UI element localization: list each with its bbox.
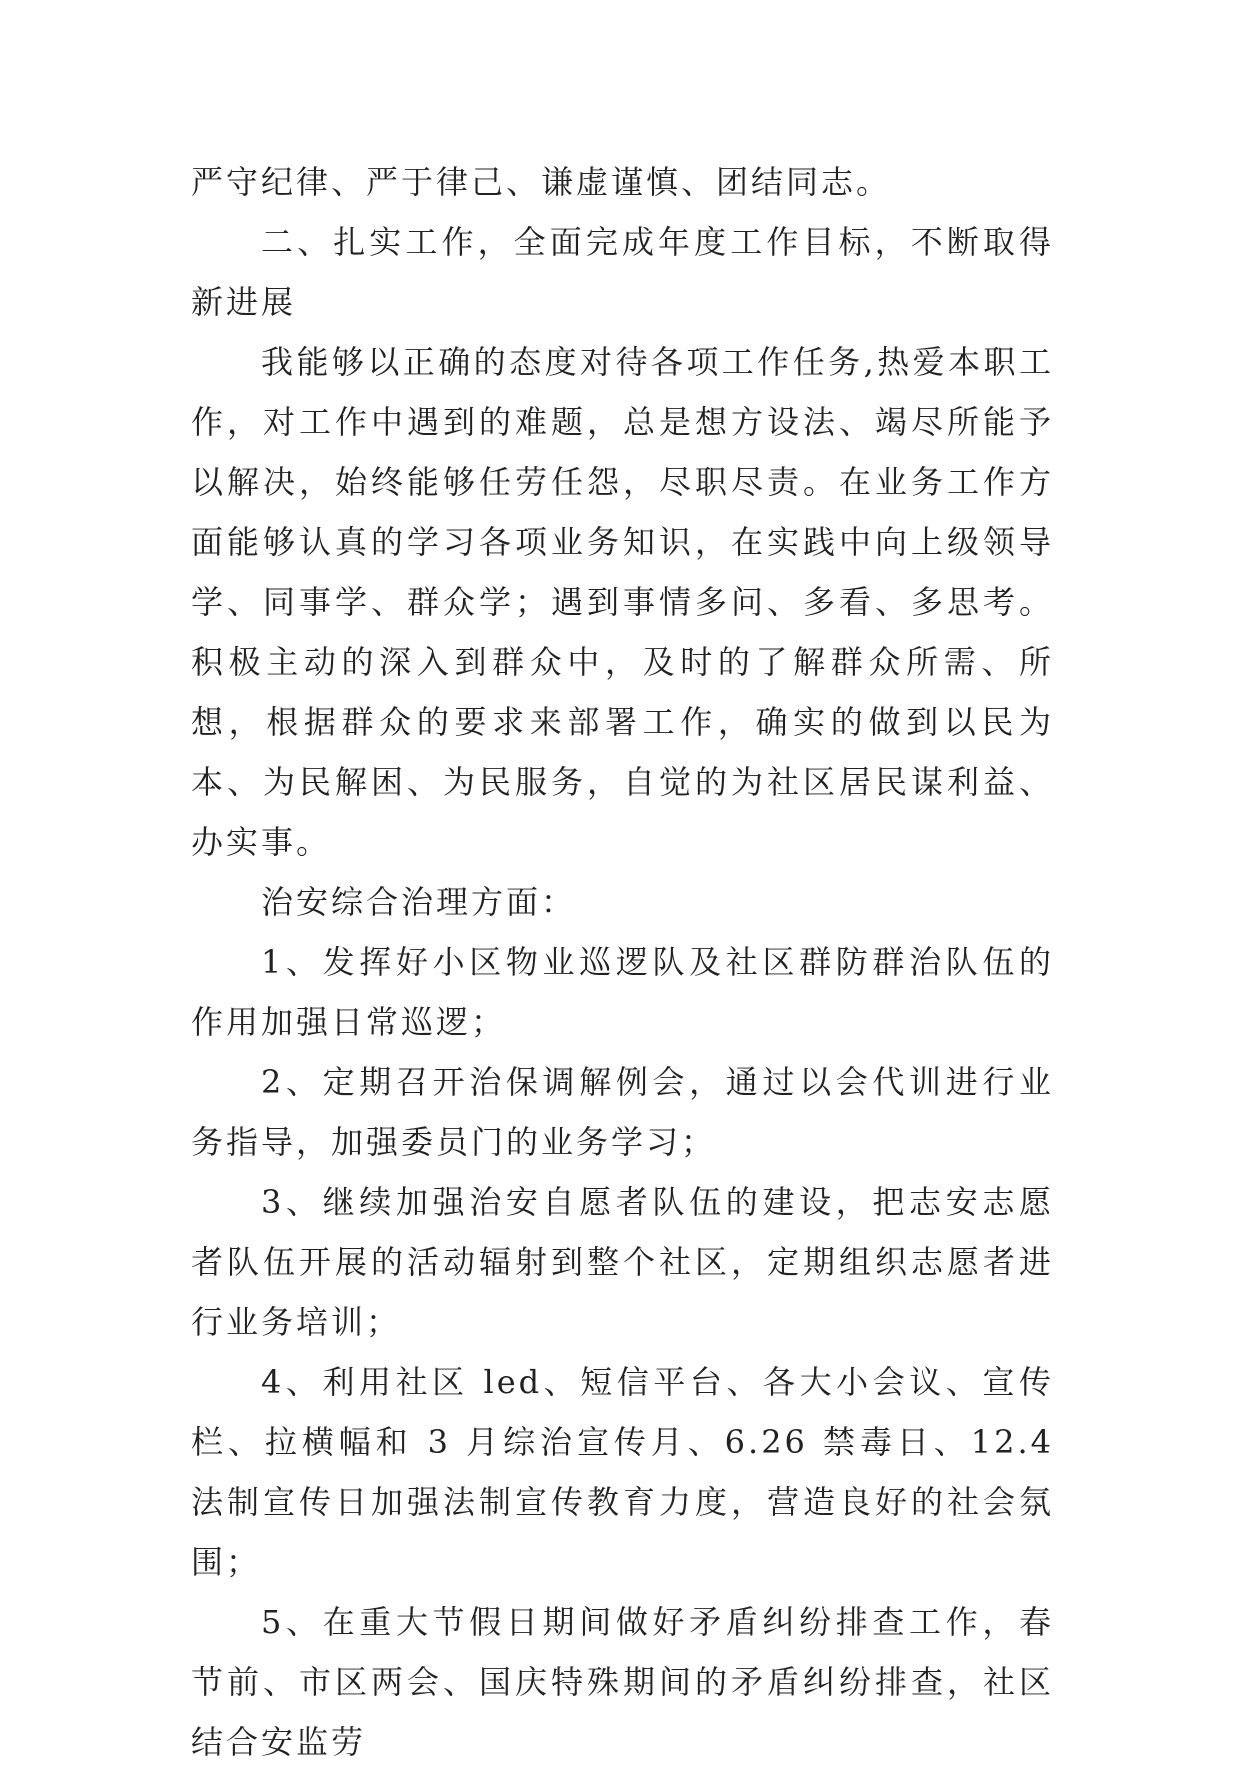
subheading-public-security: 治安综合治理方面： xyxy=(261,883,577,921)
list-item-4: 4、利用社区 led、短信平台、各大小会议、宣传栏、拉横幅和 3 月综治宣传月、6.26 禁毒日、12.4 法制宣传日加强法制宣传教育力度，营造良好的社会氛围； xyxy=(191,1363,1054,1581)
paragraph-continuation: 严守纪律、严于律己、谦虚谨慎、团结同志。 xyxy=(191,163,892,201)
list-item-5: 5、在重大节假日期间做好矛盾纠纷排查工作，春节前、市区两会、国庆特殊期间的矛盾纠纷排查，社区结合安监劳 xyxy=(191,1603,1054,1761)
list-item-2: 2、定期召开治保调解例会，通过以会代训进行业务指导，加强委员门的业务学习； xyxy=(191,1063,1054,1161)
list-item-3: 3、继续加强治安自愿者队伍的建设，把志安志愿者队伍开展的活动辐射到整个社区，定期组织志愿者进行业务培训； xyxy=(191,1183,1054,1341)
paragraph-work-attitude: 我能够以正确的态度对待各项工作任务,热爱本职工作，对工作中遇到的难题，总是想方设法、竭尽所能予以解决，始终能够任劳任怨，尽职尽责。在业务工作方面能够认真的学习各项业务知识，在实践中向上级领导学、同事学、群众学；遇到事情多问、多看、多思考。积极主动的深入到群众中，及时的了解群众所需、所想，根据群众的要求来部署工作，确实的做到以民为本、为民解困、为民服务，自觉的为社区居民谋利益、办实事。 xyxy=(191,343,1054,861)
section-heading-2: 二、扎实工作，全面完成年度工作目标，不断取得新进展 xyxy=(191,223,1054,321)
list-item-1: 1、发挥好小区物业巡逻队及社区群防群治队伍的作用加强日常巡逻； xyxy=(191,943,1054,1041)
document-body xyxy=(191,152,1054,1772)
